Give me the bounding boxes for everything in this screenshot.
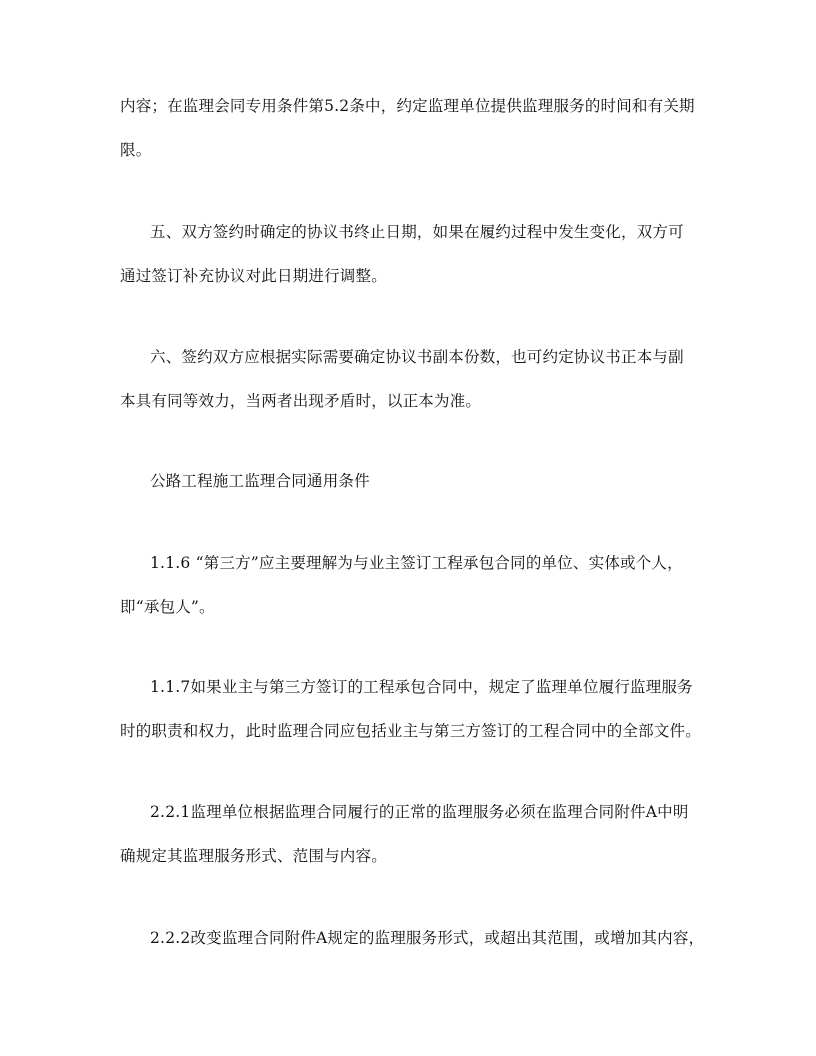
- text-line-5: 六、签约双方应根据实际需要确定协议书副本份数，也可约定协议书正本与副: [150, 348, 684, 366]
- text-line-1: 内容；在监理会同专用条件第5.2条中，约定监理单位提供监理服务的时间和有关期: [120, 97, 695, 115]
- text-line-3: 五、双方签约时确定的协议书终止日期，如果在履约过程中发生变化，双方可: [150, 223, 684, 241]
- text-line-4: 通过签订补充协议对此日期进行调整。: [120, 267, 387, 285]
- text-line-14: 2.2.2改变监理合同附件A规定的监理服务形式，或超出其范围，或增加其内容，: [150, 929, 705, 947]
- text-line-12: 2.2.1监理单位根据监理合同履行的正常的监理服务必须在监理合同附件A中明: [150, 803, 689, 821]
- text-line-11: 时的职责和权力，此时监理合同应包括业主与第三方签订的工程合同中的全部文件。: [120, 722, 701, 740]
- text-line-2: 限。: [120, 141, 152, 159]
- text-line-10: 1.1.7如果业主与第三方签订的工程承包合同中，规定了监理单位履行监理服务: [150, 678, 693, 696]
- text-line-13: 确规定其监理服务形式、范围与内容。: [120, 847, 387, 865]
- section-heading: 公路工程施工监理合同通用条件: [150, 472, 370, 490]
- text-line-8: 1.1.6 “第三方”应主要理解为与业主签订工程承包合同的单位、实体或个人，: [150, 554, 683, 572]
- text-line-9: 即“承包人”。: [120, 598, 215, 616]
- text-line-6: 本具有同等效力，当两者出现矛盾时，以正本为准。: [120, 392, 482, 410]
